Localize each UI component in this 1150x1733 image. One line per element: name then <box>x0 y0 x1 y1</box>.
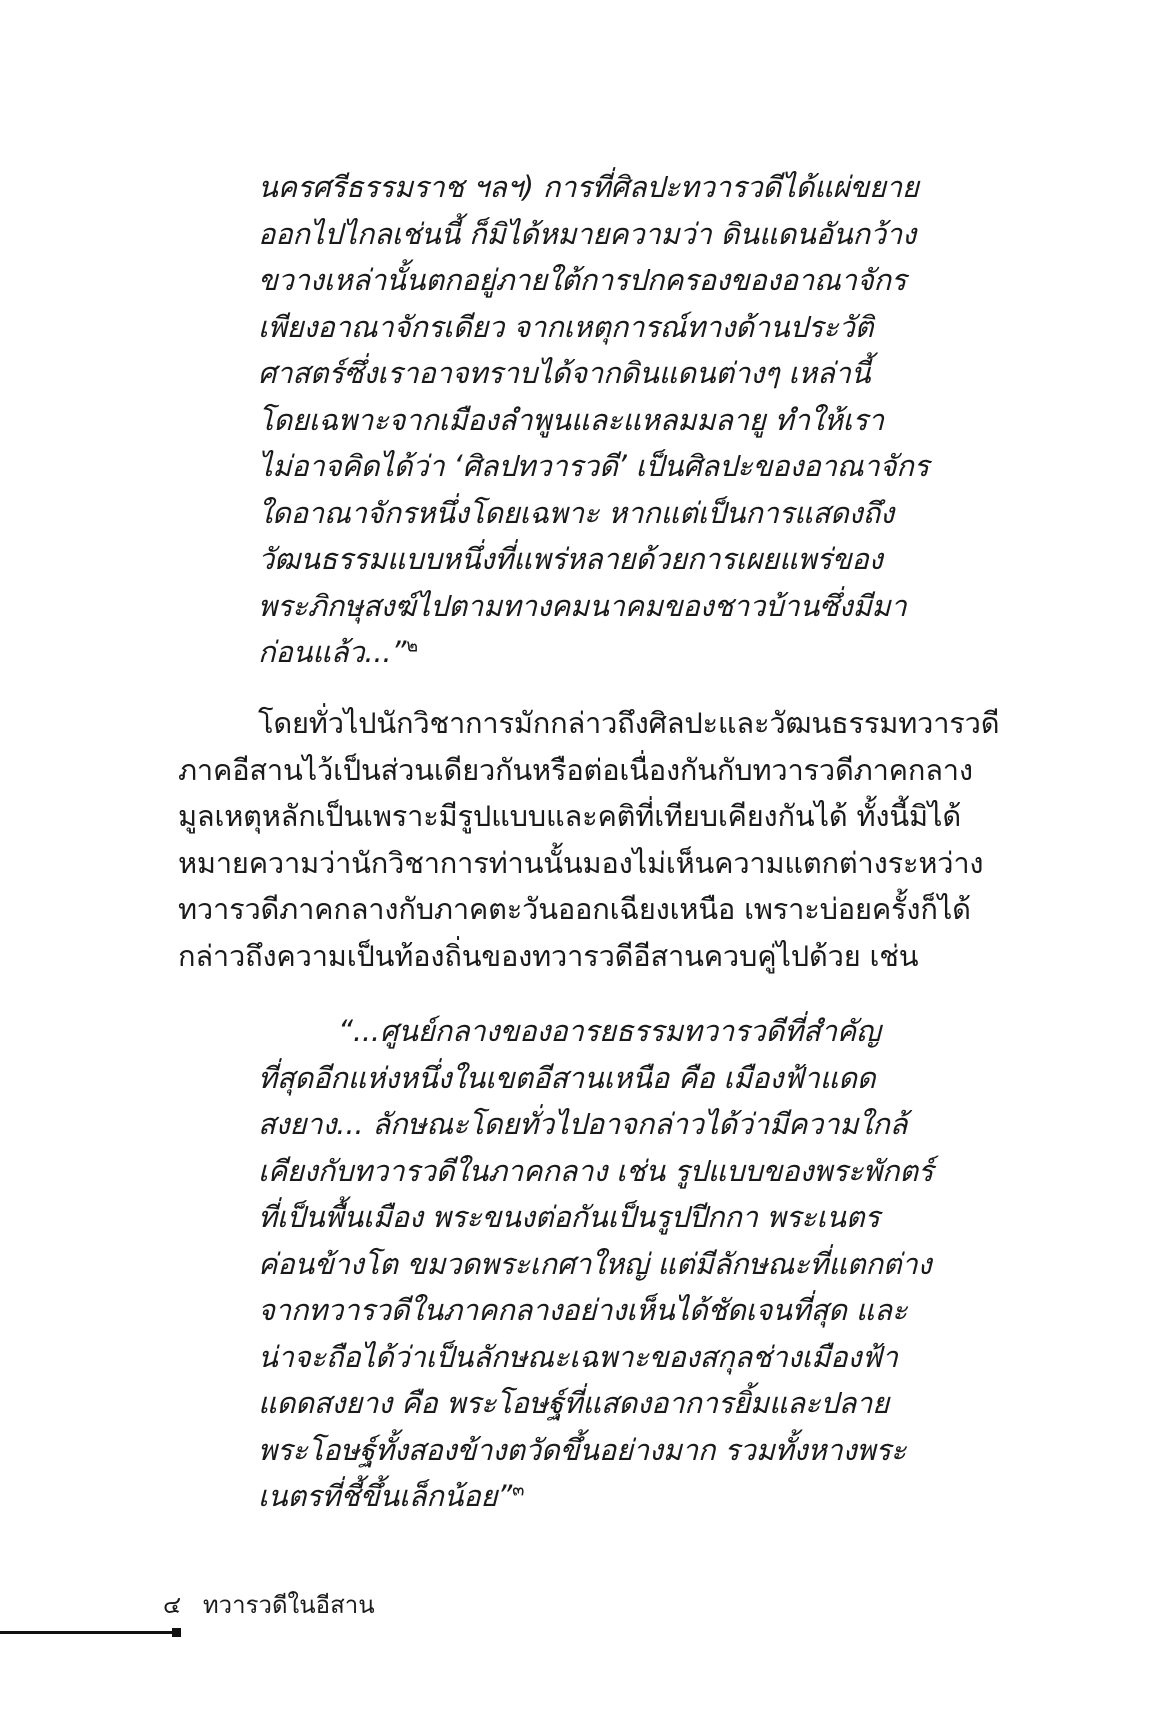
quote-2-line: ค่อนข้างโต ขมวดพระเกศาใหญ่ แต่มีลักษณะที่แตกต่าง <box>258 1246 932 1281</box>
quote-1-line: ใดอาณาจักรหนึ่งโดยเฉพาะ หากแต่เป็นการแสดงถึง <box>258 495 894 530</box>
quote-1-line: วัฒนธรรมแบบหนึ่งที่แพร่หลายด้วยการเผยแพร่ของ <box>258 542 883 576</box>
block-quote-1 <box>258 164 929 676</box>
quote-1-line: ออกไปไกลเช่นนี้ ก็มิได้หมายความว่า ดินแดนอันกว้าง <box>258 216 916 251</box>
quote-2-line: “...ศูนย์กลางของอารยธรรมทวารวดีที่สำคัญ <box>338 1014 881 1048</box>
quote-1-line: ขวางเหล่านั้นตกอยู่ภายใต้การปกครองของอาณาจักร <box>258 263 907 297</box>
body-paragraph <box>178 700 1000 979</box>
quote-2-line: น่าจะถือได้ว่าเป็นลักษณะเฉพาะของสกุลช่างเมืองฟ้า <box>258 1339 898 1374</box>
quote-1-line: เพียงอาณาจักรเดียว จากเหตุการณ์ทางด้านประวัติ <box>258 309 874 344</box>
paragraph-line: กล่าวถึงความเป็นท้องถิ่นของทวารวดีอีสานควบคู่ไปด้วย เช่น <box>178 938 919 973</box>
running-title: ทวารวดีในอีสาน <box>202 1591 375 1619</box>
paragraph-line: โดยทั่วไปนักวิชาการมักกล่าวถึงศิลปะและวัฒนธรรมทวารวดี <box>258 706 1000 740</box>
quote-2-line: สงยาง... ลักษณะโดยทั่วไปอาจกล่าวได้ว่ามีความใกล้ <box>258 1107 908 1141</box>
quote-1-last-line <box>258 629 868 676</box>
quote-2-line: แดดสงยาง คือ พระโอษฐ์ที่แสดงอาการยิ้มและปลาย <box>258 1386 889 1420</box>
paragraph-line: หมายความว่านักวิชาการท่านนั้นมองไม่เห็นความแตกต่างระหว่าง <box>178 845 984 880</box>
footnote-marker-2: ๒ <box>406 635 418 657</box>
quote-1-line: ก่อนแล้ว...” <box>258 635 407 669</box>
block-quote-2 <box>258 1008 934 1520</box>
paragraph-line: ทวารวดีภาคกลางกับภาคตะวันออกเฉียงเหนือ เพราะบ่อยครั้งก็ได้ <box>178 892 971 926</box>
page-footer <box>163 1590 375 1620</box>
paragraph-line: ภาคอีสานไว้เป็นส่วนเดียวกันหรือต่อเนื่องกันกับทวารวดีภาคกลาง <box>178 752 973 787</box>
quote-2-line: พระโอษฐ์ทั้งสองข้างตวัดขึ้นอย่างมาก รวมทั้งหางพระ <box>258 1432 907 1467</box>
footer-rule <box>0 1631 175 1634</box>
footer-rule-end-square <box>172 1628 181 1637</box>
quote-1-line: พระภิกษุสงฆ์ไปตามทางคมนาคมของชาวบ้านซึ่งมีมา <box>258 588 907 623</box>
quote-1-line: นครศรีธรรมราช ฯลฯ) การที่ศิลปะทวารวดีได้แผ่ขยาย <box>258 170 919 204</box>
quote-1-line: โดยเฉพาะจากเมืองลำพูนและแหลมมลายู ทำให้เรา <box>258 402 884 437</box>
quote-1-line: ไม่อาจคิดได้ว่า ‘ศิลปทวารวดี’ เป็นศิลปะของอาณาจักร <box>258 449 929 483</box>
quote-2-line: เนตรที่ชี้ขึ้นเล็กน้อย” <box>258 1479 513 1513</box>
quote-2-line: เคียงกับทวารวดีในภาคกลาง เช่น รูปแบบของพระพักตร์ <box>258 1153 934 1188</box>
quote-2-line: ที่เป็นพื้นเมือง พระขนงต่อกันเป็นรูปปีกกา พระเนตร <box>258 1200 880 1234</box>
quote-2-line: ที่สุดอีกแห่งหนึ่งในเขตอีสานเหนือ คือ เมืองฟ้าแดด <box>258 1060 876 1095</box>
quote-1-line: ศาสตร์ซึ่งเราอาจทราบได้จากดินแดนต่างๆ เหล่านี้ <box>258 356 871 390</box>
footnote-marker-3: ๓ <box>512 1479 525 1501</box>
page-number: ๔ <box>163 1591 182 1619</box>
paragraph-line: มูลเหตุหลักเป็นเพราะมีรูปแบบและคติที่เทียบเคียงกันได้ ทั้งนี้มิได้ <box>178 799 961 833</box>
quote-2-line: จากทวารวดีในภาคกลางอย่างเห็นได้ชัดเจนที่สุด และ <box>258 1293 908 1327</box>
quote-2-last-line <box>258 1473 868 1520</box>
